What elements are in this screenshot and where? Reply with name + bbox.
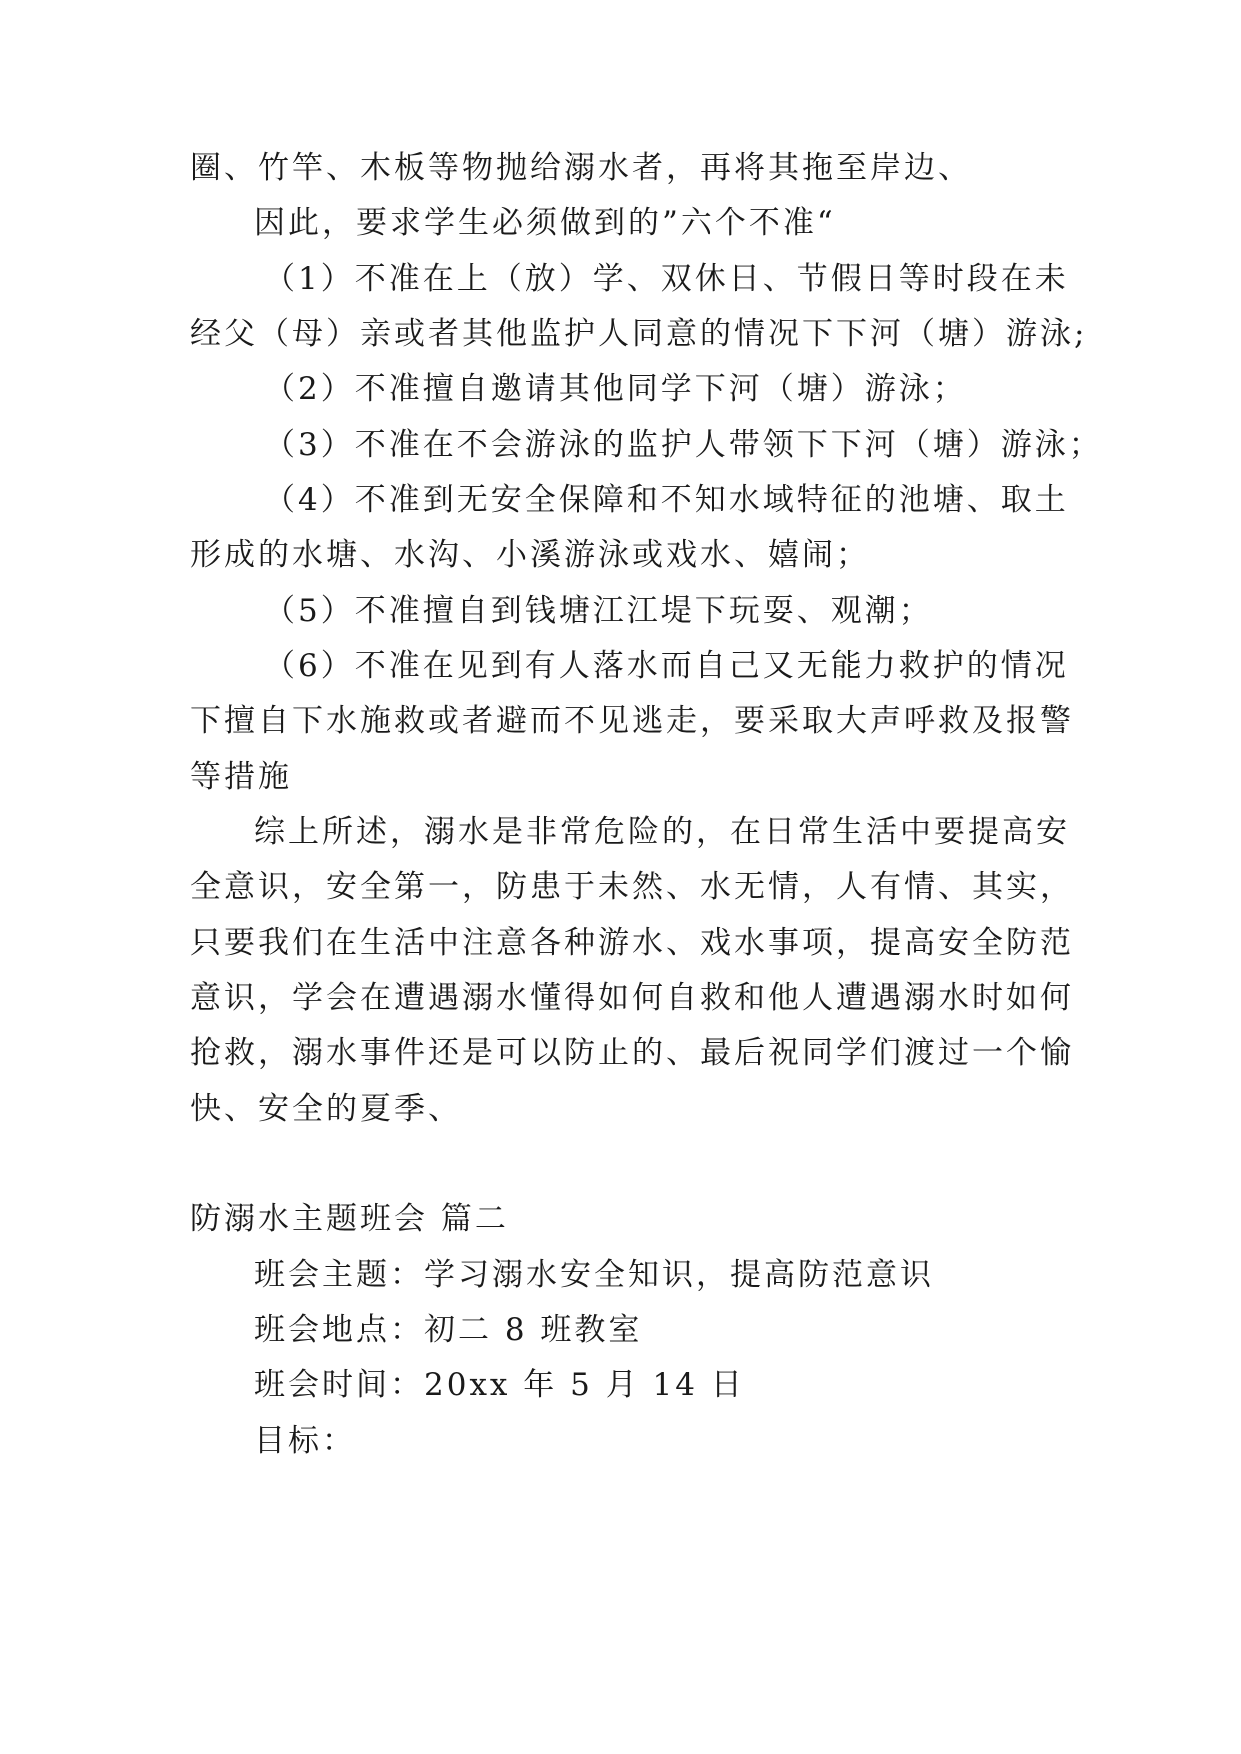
meeting-topic: 班会主题：学习溺水安全知识，提高防范意识 [254,1257,934,1293]
text-line-8: 形成的水塘、水沟、小溪游泳或戏水、嬉闹； [190,537,870,573]
text-line-4: 经父（母）亲或者其他监护人同意的情况下下河（塘）游泳; [190,316,1088,352]
text-line-2: 因此，要求学生必须做到的”六个不准“ [254,205,836,241]
meeting-time: 班会时间：20xx 年 5 月 14 日 [254,1367,745,1403]
text-line-11: 下擅自下水施救或者避而不见逃走，要采取大声呼救及报警 [190,703,1074,739]
section-heading: 防溺水主题班会 篇二 [190,1201,509,1237]
text-line-1: 圈、竹竿、木板等物抛给溺水者，再将其拖至岸边、 [190,150,972,186]
text-line-12: 等措施 [190,759,292,795]
text-line-6: （3）不准在不会游泳的监护人带领下下河（塘）游泳； [264,427,1103,463]
text-line-18: 快、安全的夏季、 [190,1091,462,1127]
text-line-16: 意识，学会在遭遇溺水懂得如何自救和他人遭遇溺水时如何 [190,980,1074,1016]
text-line-5: （2）不准擅自邀请其他同学下河（塘）游泳； [264,371,967,407]
text-line-17: 抢救，溺水事件还是可以防止的、最后祝同学们渡过一个愉 [190,1035,1074,1071]
meeting-location: 班会地点：初二 8 班教室 [254,1312,643,1348]
meeting-goals: 目标： [254,1423,356,1459]
text-line-3: （1）不准在上（放）学、双休日、节假日等时段在未 [264,261,1069,297]
text-line-14: 全意识，安全第一，防患于未然、水无情，人有情、其实， [190,869,1074,905]
text-line-7: （4）不准到无安全保障和不知水域特征的池塘、取土 [264,482,1069,518]
text-line-9: （5）不准擅自到钱塘江江堤下玩耍、观潮； [264,593,933,629]
text-line-15: 只要我们在生活中注意各种游水、戏水事项，提高安全防范 [190,925,1074,961]
text-line-13: 综上所述，溺水是非常危险的，在日常生活中要提高安 [254,814,1070,850]
text-line-10: （6）不准在见到有人落水而自己又无能力救护的情况 [264,648,1069,684]
